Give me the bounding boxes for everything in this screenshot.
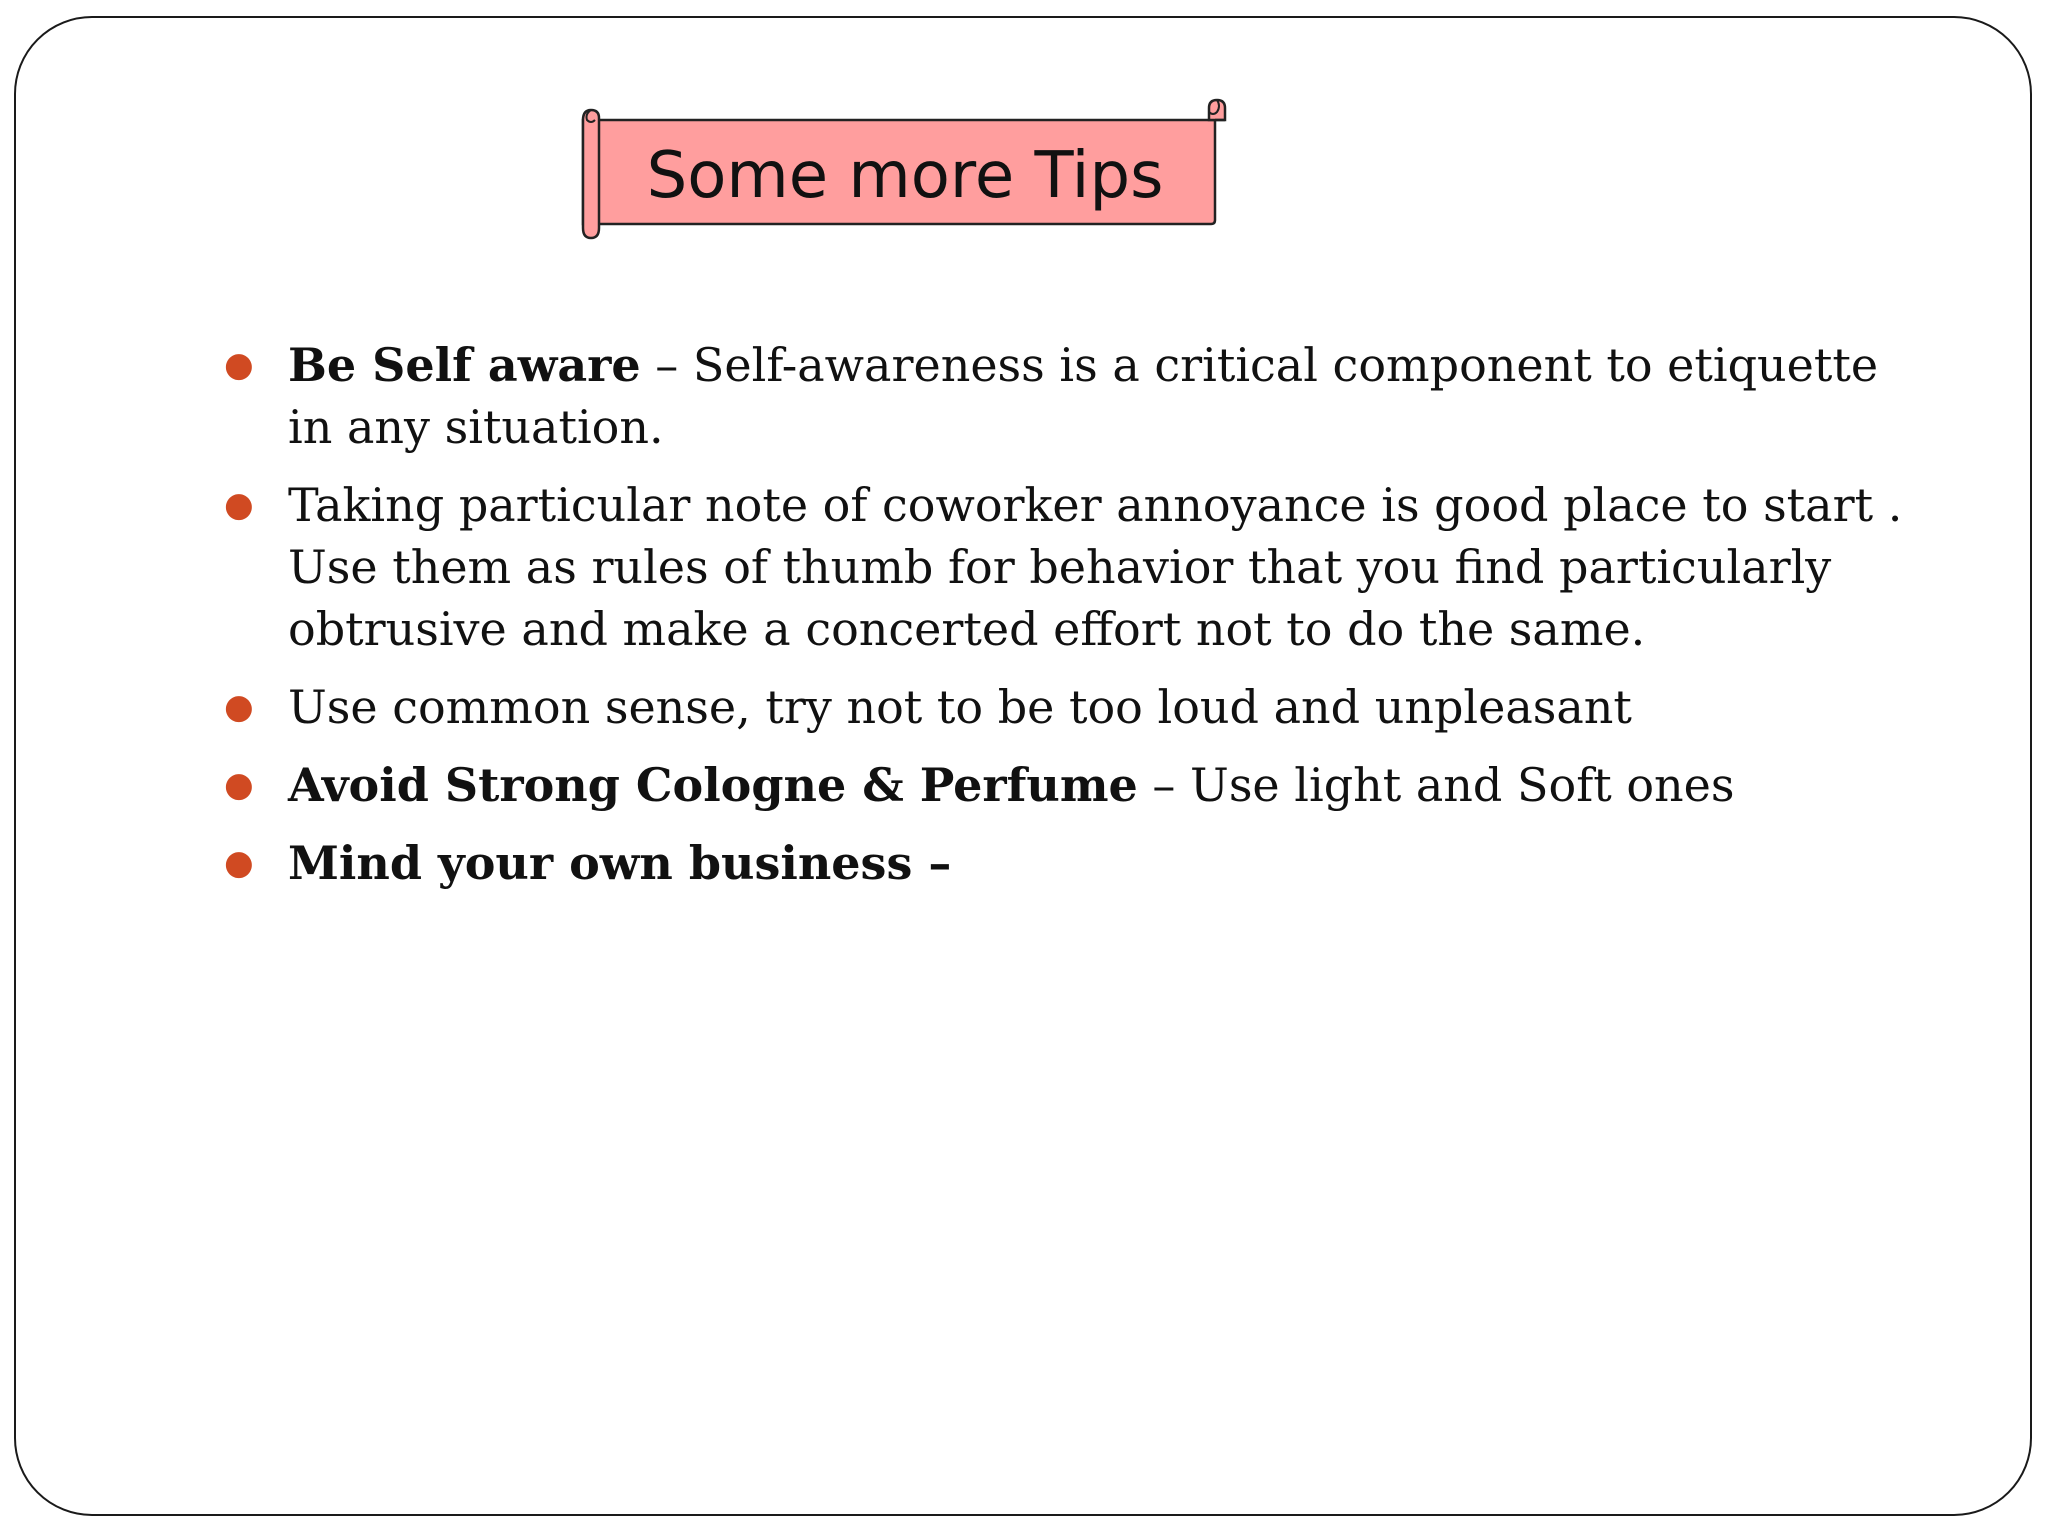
bullet-item xyxy=(222,676,1922,738)
bullet-bold-text: Be Self aware xyxy=(288,338,641,392)
bullet-dot-icon: ● xyxy=(224,485,254,525)
banner-right-curl xyxy=(1209,100,1225,120)
bullet-list xyxy=(222,334,1922,910)
bullet-dot-icon: ● xyxy=(224,765,254,805)
bullet-item xyxy=(222,334,1922,458)
bullet-text: Taking particular note of coworker annoyance is good place to start . Use them as rules of thumb for behavior that you find particularly obtrusive and make a concerted effort not to do the same. xyxy=(288,478,1903,656)
bullet-text: – Use light and Soft ones xyxy=(1137,758,1735,812)
slide-title: Some more Tips xyxy=(646,139,1164,213)
bullet-item xyxy=(222,754,1922,816)
bullet-text: Use common sense, try not to be too loud and unpleasant xyxy=(288,680,1632,734)
bullet-dot-icon: ● xyxy=(224,843,254,883)
bullet-item xyxy=(222,474,1922,660)
bullet-text: – Self-awareness is a critical component to etiquette in any situation. xyxy=(288,338,1879,454)
bullet-bold-text: Mind your own business – xyxy=(288,836,952,890)
bullet-dot-icon: ● xyxy=(224,345,254,385)
bullet-dot-icon: ● xyxy=(224,687,254,727)
bullet-bold-text: Avoid Strong Cologne & Perfume xyxy=(288,758,1138,812)
bullet-item xyxy=(222,832,1922,894)
